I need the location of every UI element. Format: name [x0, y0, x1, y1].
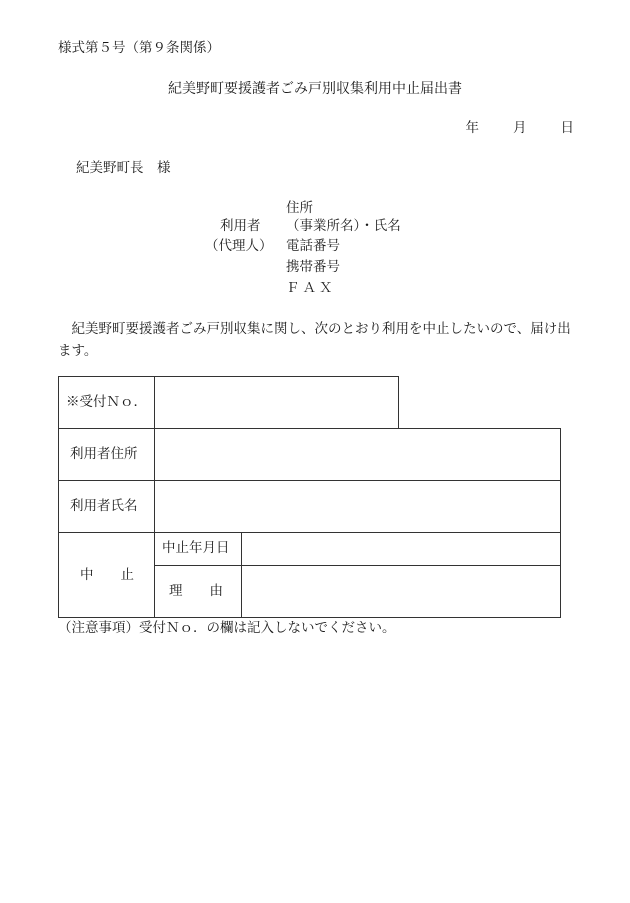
footer-note: （注意事項）受付Ｎｏ．の欄は記入しないでください。 — [58, 620, 396, 636]
form-number: 様式第５号（第９条関係） — [58, 40, 220, 56]
table-line — [560, 428, 561, 618]
document-title: 紀美野町要援護者ごみ戸別収集利用中止届出書 — [168, 81, 462, 97]
user-address-label: 利用者住所 — [70, 446, 138, 462]
table-line — [58, 376, 59, 618]
reason-label: 理 由 — [169, 583, 223, 599]
table-line — [398, 376, 399, 428]
date-year-label: 年 — [465, 120, 479, 136]
mobile-label: 携帯番号 — [286, 259, 340, 275]
office-name-label: （事業所名）・氏名 — [286, 218, 401, 234]
date-day-label: 日 — [560, 120, 574, 136]
address-label: 住所 — [286, 200, 313, 216]
reason-field[interactable] — [242, 566, 560, 617]
statement-text: 紀美野町要援護者ごみ戸別収集に関し、次のとおり利用を中止したいので、届け出ます。 — [58, 321, 571, 359]
fax-label: ＦＡＸ — [286, 280, 336, 296]
user-name-field[interactable] — [155, 481, 560, 532]
date-month-label: 月 — [513, 120, 527, 136]
suspend-label: 中 止 — [80, 567, 134, 583]
user-name-label: 利用者氏名 — [70, 498, 138, 514]
tel-label: 電話番号 — [286, 238, 340, 254]
user-address-field[interactable] — [155, 429, 560, 480]
proxy-label: （代理人） — [205, 238, 273, 254]
date-line — [466, 122, 575, 136]
receipt-no-field[interactable] — [155, 377, 398, 428]
table-line — [58, 617, 561, 618]
suspend-date-label: 中止年月日 — [162, 540, 230, 556]
applicant-label: 利用者 — [220, 218, 261, 234]
suspend-date-field[interactable] — [242, 533, 560, 565]
addressee: 紀美野町長 様 — [76, 160, 171, 176]
receipt-no-label: ※受付Ｎｏ． — [66, 394, 147, 410]
